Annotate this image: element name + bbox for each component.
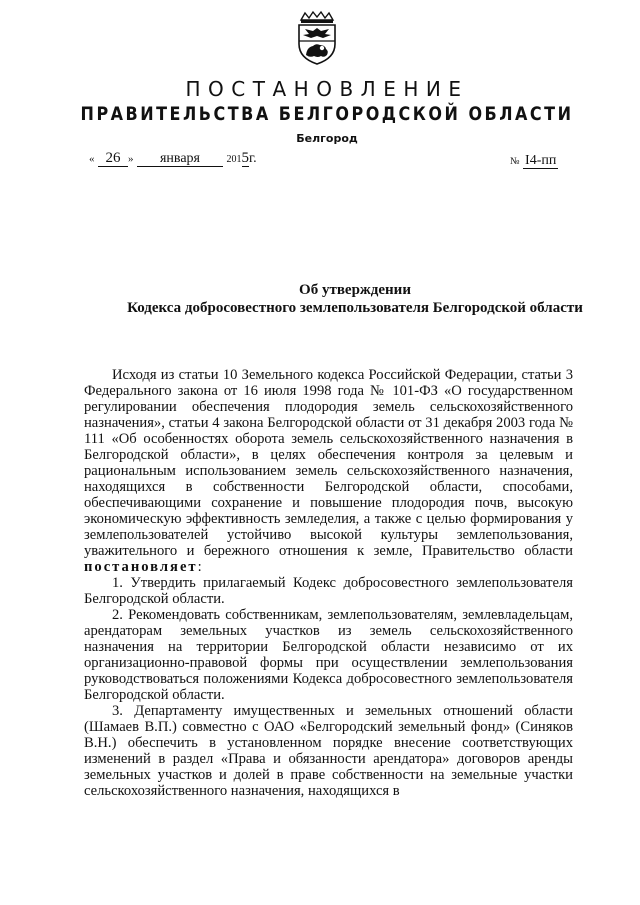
issuing-authority-heading: ПРАВИТЕЛЬСТВА БЕЛГОРОДСКОЙ ОБЛАСТИ	[80, 102, 574, 125]
city-label: Белгород	[296, 132, 358, 145]
date-year-suffix: г.	[249, 151, 257, 166]
document-date	[89, 151, 299, 167]
date-month: января	[137, 151, 223, 167]
resolves-word: постановляет	[84, 559, 198, 575]
date-day: 26	[98, 151, 128, 167]
document-body	[84, 367, 573, 799]
number-label: №	[510, 156, 520, 167]
date-year-digit: 5	[241, 150, 249, 166]
document-number	[510, 153, 558, 169]
paragraph-item-2: 2. Рекомендовать собственникам, землепользователям, землевладельцам, арендаторам земельных участков из земель сельскохозяйственного назначения на территории Белгородской области независимо от их организационно-правовой формы при осуществлении землепользования руководствоваться положениями Кодекса добросовестного землепользователя Белгородской области.	[84, 607, 573, 703]
coat-of-arms-icon	[291, 10, 343, 66]
date-year-prefix: 201	[226, 154, 242, 165]
number-value: I4-пп	[525, 153, 557, 168]
document-type-heading: ПОСТАНОВЛЕНИЕ	[185, 77, 469, 101]
paragraph-intro	[84, 367, 573, 575]
date-close-quote: »	[128, 153, 134, 165]
document-title-line2: Кодекса добросовестного землепользователя Белгородской области	[127, 300, 583, 316]
document-title	[60, 281, 640, 317]
paragraph-item-3: 3. Департаменту имущественных и земельных отношений области (Шамаев В.П.) совместно с ОАО «Белгородский земельный фонд» (Синяков В.Н.) обеспечить в установленном порядке внесение соответствующих изменений в раздел «Права и обязанности арендатора» договоров аренды земельных участков и долей в праве собственности на земельные участки сельскохозяйственного назначения, находящихся в	[84, 703, 573, 799]
date-open-quote: «	[89, 153, 95, 165]
paragraph-item-1: 1. Утвердить прилагаемый Кодекс добросовестного землепользователя Белгородской области.	[84, 575, 573, 607]
resolves-colon: :	[197, 559, 202, 575]
document-title-line1: Об утверждении	[299, 282, 411, 298]
intro-text: Исходя из статьи 10 Земельного кодекса Российской Федерации, статьи 3 Федерального закона от 16 июля 1998 года № 101-ФЗ «О государственном регулировании обеспечения плодородия земель сельскохозяйственного назначения», статьи 4 закона Белгородской области от 31 декабря 2003 года № 111 «Об особенностях оборота земель сельскохозяйственного назначения в Белгородской области», в целях обеспечения контроля за целевым и рациональным использованием земель сельскохозяйственного назначения, находящихся в собственности Белгородской области, способами, обеспечивающими сохранение и повышение плодородия почв, высокую экономическую эффективность земледелия, а также с целью формирования у землепользователей устойчиво высокой культуры землепользования, уважительного и бережного отношения к земле, Правительство области	[84, 367, 573, 559]
